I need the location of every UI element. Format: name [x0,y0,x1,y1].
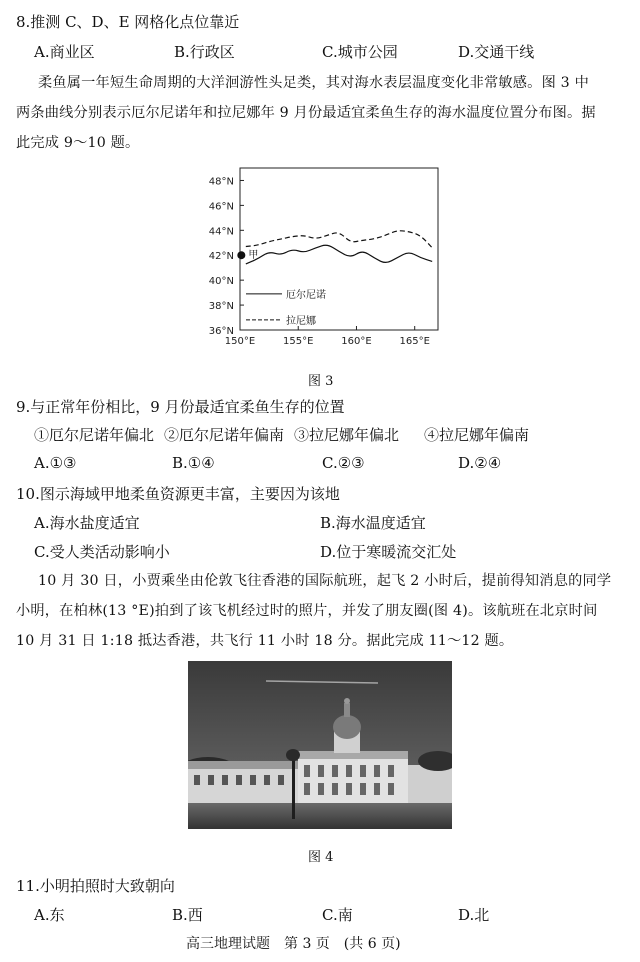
passage-2-line-3: 10 月 31 日 1:18 抵达香港，共飞行 11 小时 18 分。据此完成 11～12 题。 [16,633,514,649]
passage-1-line-3: 此完成 9～10 题。 [16,135,140,151]
figure-3-chart [190,160,450,355]
q9-item-2: ②厄尔尼诺年偏南 [164,426,285,444]
page-footer: 高三地理试题 第 3 页 (共 6 页) [186,936,401,952]
q9-option-d: D.②④ [458,454,502,472]
q11-option-c: C.南 [322,906,353,924]
question-8-stem: 8.推测 C、D、E 网格化点位靠近 [16,13,240,31]
y-tick-label: 44°N [208,226,234,238]
palace-photo-illustration [188,661,452,829]
y-tick-label: 48°N [208,176,234,188]
x-tick-label: 155°E [283,336,314,347]
passage-2-line-2: 小明，在柏林(13 °E)拍到了该飞机经过时的照片，并发了朋友圈(图 4)。该航班在北京时间 [16,603,598,619]
plot-border [240,168,438,330]
legend-label: 厄尔尼诺 [286,289,326,301]
legend-label: 拉尼娜 [286,315,316,327]
q8-option-b: B.行政区 [174,43,235,61]
q9-item-3: ③拉尼娜年偏北 [294,426,400,444]
q8-option-d: D.交通干线 [458,43,535,61]
question-11-stem: 11.小明拍照时大致朝向 [16,877,175,895]
x-tick-label: 150°E [224,336,256,347]
y-tick-label: 42°N [208,251,234,263]
x-tick-label: 165°E [399,336,430,347]
chart-legend [246,288,326,327]
chart-series [246,231,432,264]
q9-option-a: A.①③ [34,454,77,472]
figure-4-photo [188,661,452,829]
y-tick-label: 46°N [208,201,234,213]
q11-option-b: B.西 [172,906,203,924]
y-tick-label: 40°N [208,276,234,288]
q8-option-c: C.城市公园 [322,43,398,61]
q11-option-a: A.东 [34,906,65,924]
la-nina-line [246,231,432,248]
q8-option-a: A.商业区 [34,43,95,61]
chart-frame [240,168,438,330]
q9-option-c: C.②③ [322,454,365,472]
y-tick-label: 36°N [208,326,234,337]
q10-option-a: A.海水盐度适宜 [34,514,140,532]
q10-option-d: D.位于寒暖流交汇处 [320,543,457,561]
passage-2-line-1: 10 月 30 日，小贾乘坐由伦敦飞往香港的国际航班，起飞 2 小时后，提前得知消息的同学 [38,573,612,589]
q10-option-c: C.受人类活动影响小 [34,543,170,561]
passage-1-line-1: 柔鱼属一年短生命周期的大洋洄游性头足类，其对海水表层温度变化非常敏感。图 3 中 [38,75,589,91]
point-jia-label: 甲 [248,250,259,262]
figure-3-caption: 图 3 [308,374,334,389]
q11-option-d: D.北 [458,906,490,924]
figure-4-caption: 图 4 [308,850,334,865]
q9-option-b: B.①④ [172,454,215,472]
q9-item-4: ④拉尼娜年偏南 [424,426,530,444]
question-9-stem: 9.与正常年份相比，9 月份最适宜柔鱼生存的位置 [16,398,345,416]
passage-1-line-2: 两条曲线分别表示厄尔尼诺年和拉尼娜年 9 月份最适宜柔鱼生存的海水温度位置分布图。据 [16,105,596,121]
x-axis [225,326,430,347]
point-jia-dot [237,251,245,259]
q9-item-1: ①厄尔尼诺年偏北 [34,426,155,444]
question-10-stem: 10.图示海域甲地柔鱼资源更丰富，主要因为该地 [16,485,340,503]
y-tick-label: 38°N [208,301,234,313]
q10-option-b: B.海水温度适宜 [320,514,426,532]
el-nino-line [246,245,432,264]
x-tick-label: 160°E [341,336,372,347]
